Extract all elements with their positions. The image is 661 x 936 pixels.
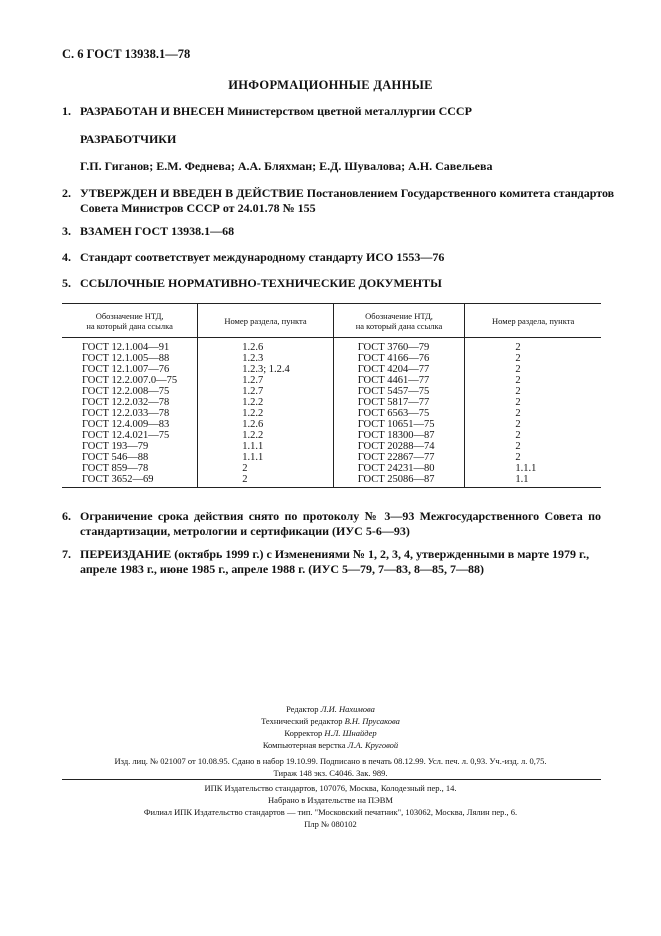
references-table (62, 303, 601, 488)
cell-ntd-designation-1: ГОСТ 12.1.004—91 (62, 338, 198, 354)
cell-section-number-1: 1.2.6 (198, 419, 334, 430)
developers-list: Г.П. Гиганов; Е.М. Феднева; А.А. Бляхман; Е.Д. Шувалова; А.Н. Савельева (80, 159, 493, 173)
cell-section-number-2: 2 (515, 441, 521, 452)
imprint-divider (62, 779, 601, 780)
cell-section-number-2: 2 (515, 430, 521, 441)
cell-section-number-1: 1.1.1 (198, 441, 334, 452)
cell-ntd-designation-1: ГОСТ 859—78 (62, 463, 198, 474)
cell-ntd-designation-2: ГОСТ 4461—77 (333, 375, 465, 386)
section-2: 2. УТВЕРЖДЕН И ВВЕДЕН В ДЕЙСТВИЕ Постановлением Государственного комитета стандартов Совета Министров СССР от 24.01.78 № 155 (62, 186, 615, 215)
cell-section-number-1: 1.2.2 (198, 408, 334, 419)
table-row (62, 408, 601, 419)
cell-section-number-2: 2 (515, 408, 521, 419)
header-section-number-1: Номер раздела, пункта (198, 304, 334, 338)
table-row (62, 419, 601, 430)
developers-label: РАЗРАБОТЧИКИ (80, 132, 177, 146)
header-ntd-designation-1: Обозначение НТД, на который дана ссылка (62, 304, 198, 338)
cell-section-number-2: 2 (515, 364, 521, 375)
header-section-number-2: Номер раздела, пункта (465, 304, 601, 338)
cell-ntd-designation-1: ГОСТ 546—88 (62, 452, 198, 463)
table-row (62, 375, 601, 386)
section-4: 4. Стандарт соответствует международному стандарту ИСО 1553—76 (62, 250, 445, 264)
running-head: С. 6 ГОСТ 13938.1—78 (62, 47, 191, 61)
cell-ntd-designation-2: ГОСТ 20288—74 (333, 441, 465, 452)
cell-ntd-designation-2: ГОСТ 10651—75 (333, 419, 465, 430)
editor-line: Редактор Л.И. Нахимова (286, 704, 375, 714)
section-5: 5. ССЫЛОЧНЫЕ НОРМАТИВНО-ТЕХНИЧЕСКИЕ ДОКУМЕНТЫ (62, 276, 442, 290)
table-row (62, 364, 601, 375)
cell-ntd-designation-1: ГОСТ 12.1.007—76 (62, 364, 198, 375)
cell-section-number-1: 1.2.3; 1.2.4 (198, 364, 334, 375)
cell-section-number-2: 1.1 (515, 474, 529, 485)
cell-ntd-designation-2: ГОСТ 6563—75 (333, 408, 465, 419)
imprint-credits (0, 703, 661, 751)
page-title: ИНФОРМАЦИОННЫЕ ДАННЫЕ (228, 78, 433, 92)
cell-section-number-2: 2 (515, 375, 521, 386)
table-row (62, 430, 601, 441)
cell-section-number-2: 2 (515, 452, 521, 463)
cell-section-number-1: 1.2.3 (198, 353, 334, 364)
section-6: 6. Ограничение срока действия снято по протоколу № 3—93 Межгосударственного Совета по стандартизации, метрологии и сертификации (ИУС 5-6—93) (62, 509, 601, 538)
table-row (62, 353, 601, 364)
cell-ntd-designation-2: ГОСТ 4204—77 (333, 364, 465, 375)
corrector-line: Корректор Н.Л. Шнайдер (284, 728, 377, 738)
table-row (62, 474, 601, 488)
cell-section-number-1: 1.2.2 (198, 397, 334, 408)
section-3: 3. ВЗАМЕН ГОСТ 13938.1—68 (62, 224, 235, 238)
cell-section-number-1: 1.2.6 (198, 338, 334, 354)
cell-section-number-2: 1.1.1 (515, 463, 537, 474)
cell-ntd-designation-1: ГОСТ 12.2.008—75 (62, 386, 198, 397)
cell-ntd-designation-2: ГОСТ 25086—87 (333, 474, 465, 488)
table-row (62, 441, 601, 452)
cell-ntd-designation-2: ГОСТ 24231—80 (333, 463, 465, 474)
cell-ntd-designation-2: ГОСТ 18300—87 (333, 430, 465, 441)
tech-editor-line: Технический редактор В.Н. Прусакова (261, 716, 400, 726)
cell-ntd-designation-1: ГОСТ 3652—69 (62, 474, 198, 488)
cell-ntd-designation-2: ГОСТ 3760—79 (333, 338, 465, 354)
cell-ntd-designation-1: ГОСТ 193—79 (62, 441, 198, 452)
table-row (62, 338, 601, 354)
cell-section-number-2: 2 (515, 419, 521, 430)
layout-line: Компьютерная верстка Л.А. Круговой (262, 740, 399, 750)
cell-section-number-2: 2 (515, 353, 521, 364)
imprint-publisher: ИПК Издательство стандартов, 107076, Москва, Колодезный пер., 14. Набрано в Издательстве на ПЭВМ Филиал ИПК Издательство стандартов — тип. "Московский печатник", 103062, Москва, Лялин пер., 6. Плр № 080102 (143, 783, 518, 829)
table-row (62, 463, 601, 474)
section-1: 1. РАЗРАБОТАН И ВНЕСЕН Министерством цветной металлургии СССР (62, 104, 472, 118)
table-row (62, 397, 601, 408)
cell-ntd-designation-2: ГОСТ 5817—77 (333, 397, 465, 408)
header-ntd-designation-2: Обозначение НТД, на который дана ссылка (333, 304, 465, 338)
cell-section-number-2: 2 (515, 342, 521, 353)
cell-section-number-1: 2 (198, 463, 334, 474)
cell-ntd-designation-1: ГОСТ 12.4.009—83 (62, 419, 198, 430)
cell-ntd-designation-2: ГОСТ 5457—75 (333, 386, 465, 397)
cell-section-number-2: 2 (515, 397, 521, 408)
imprint-print-data: Изд. лиц. № 021007 от 10.08.95. Сдано в набор 19.10.99. Подписано в печать 08.12.99. Усл. печ. л. 0,93. Уч.-изд. л. 0,75. Тираж 148 экз. С4046. Зак. 989. (114, 756, 547, 778)
cell-section-number-1: 1.2.7 (198, 386, 334, 397)
section-7: 7. ПЕРЕИЗДАНИЕ (октябрь 1999 г.) с Изменениями № 1, 2, 3, 4, утвержденными в марте 1979 г., апреле 1983 г., июне 1985 г., апреле 1988 г. (ИУС 5—79, 7—83, 8—85, 7—88) (62, 547, 590, 576)
cell-ntd-designation-2: ГОСТ 4166—76 (333, 353, 465, 364)
cell-section-number-1: 2 (198, 474, 334, 488)
cell-section-number-2: 2 (515, 386, 521, 397)
cell-section-number-1: 1.1.1 (198, 452, 334, 463)
cell-ntd-designation-1: ГОСТ 12.2.032—78 (62, 397, 198, 408)
table-row (62, 452, 601, 463)
cell-ntd-designation-2: ГОСТ 22867—77 (333, 452, 465, 463)
cell-ntd-designation-1: ГОСТ 12.4.021—75 (62, 430, 198, 441)
cell-section-number-1: 1.2.2 (198, 430, 334, 441)
cell-ntd-designation-1: ГОСТ 12.1.005—88 (62, 353, 198, 364)
cell-section-number-1: 1.2.7 (198, 375, 334, 386)
cell-ntd-designation-1: ГОСТ 12.2.033—78 (62, 408, 198, 419)
cell-ntd-designation-1: ГОСТ 12.2.007.0—75 (62, 375, 198, 386)
table-row (62, 386, 601, 397)
